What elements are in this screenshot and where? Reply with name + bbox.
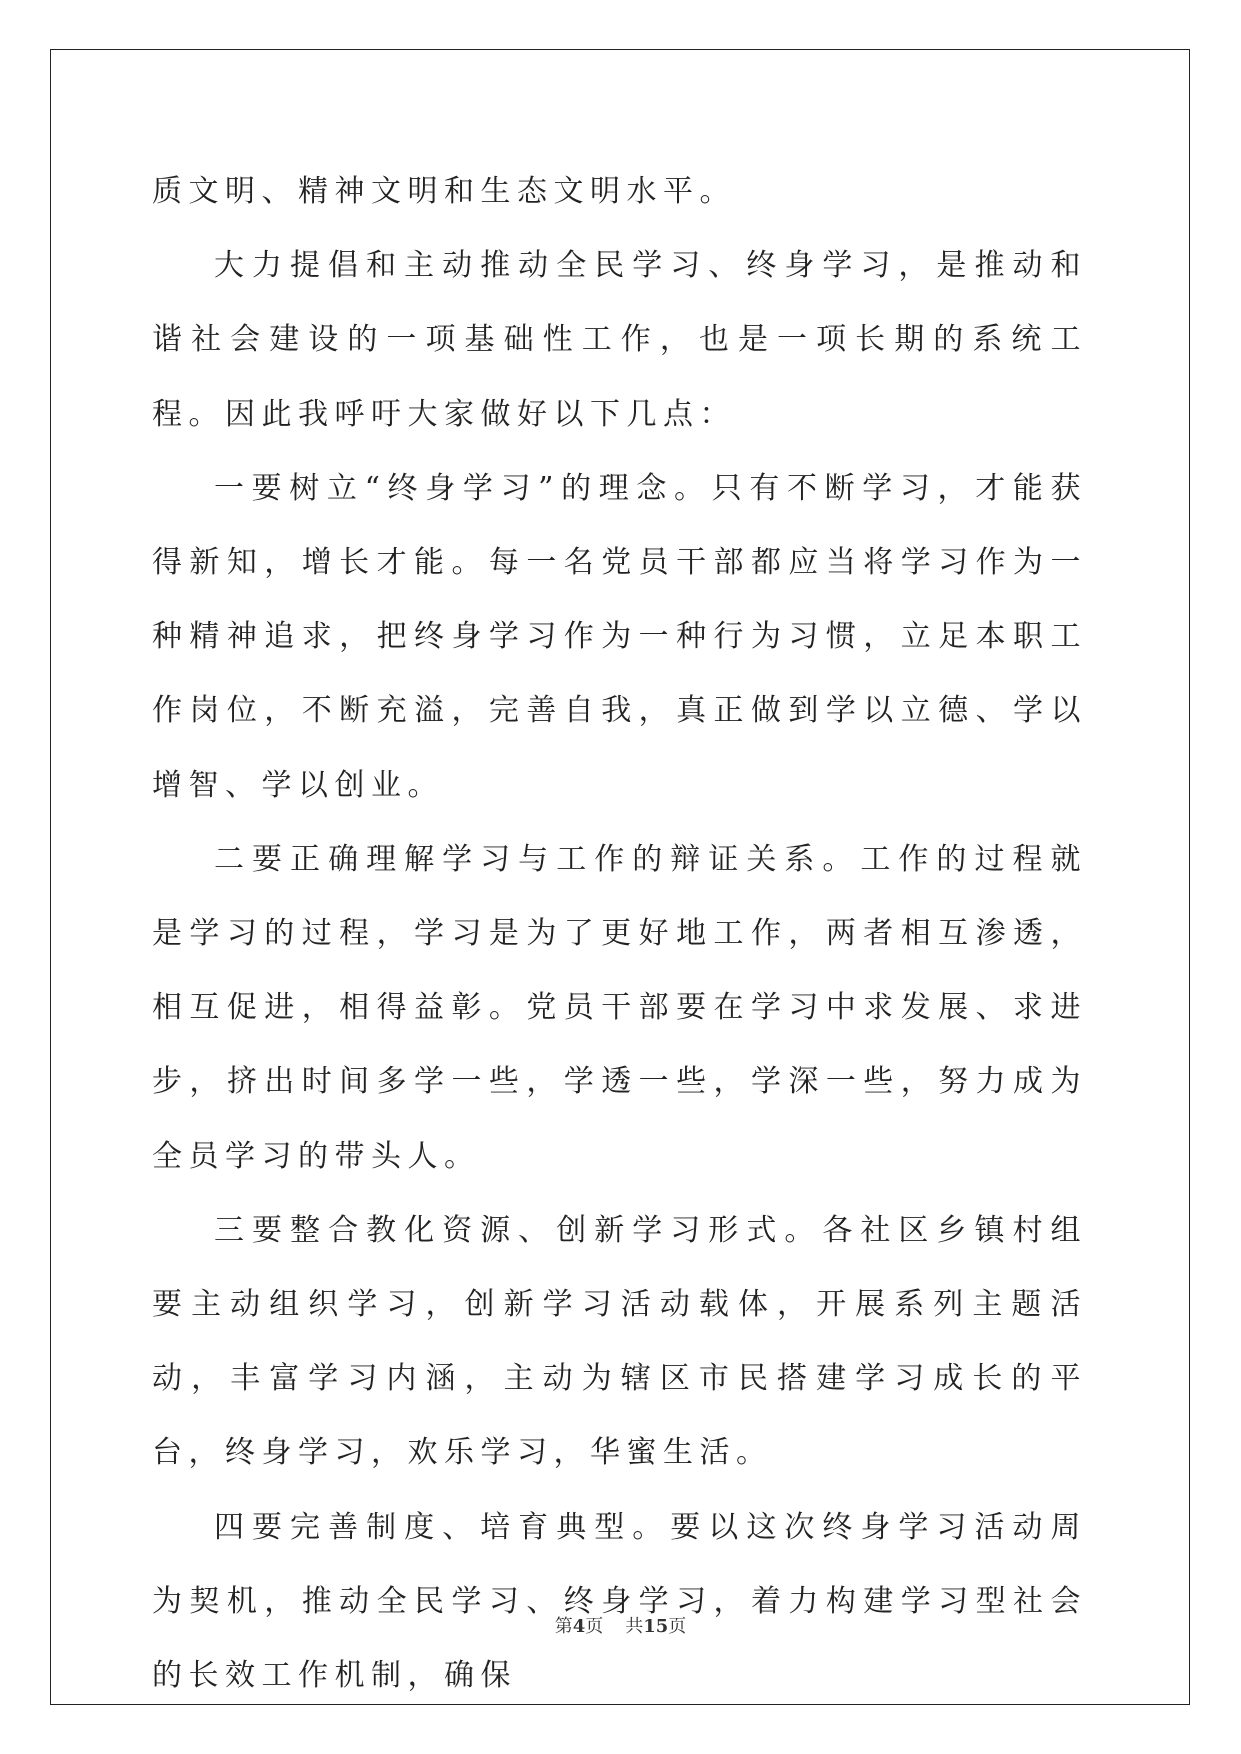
paragraph: 一要树立“终身学习”的理念。只有不断学习，才能获得新知，增长才能。每一名党员干部都应当将学习作为一种精神追求，把终身学习作为一种行为习惯，立足本职工作岗位，不断充溢，完善自我，真正做到学以立德、学以增智、学以创业。	[152, 470, 1087, 803]
paragraph: 三要整合教化资源、创新学习形式。各社区乡镇村组要主动组织学习，创新学习活动载体，开展系列主题活动，丰富学习内涵，主动为辖区市民搭建学习成长的平台，终身学习，欢乐学习，华蜜生活。	[152, 1212, 1087, 1471]
page-number: 4	[572, 1616, 586, 1637]
paragraph-continuation: 质文明、精神文明和生态文明水平。	[152, 174, 736, 209]
total-prefix: 共	[625, 1616, 644, 1637]
document-body	[152, 155, 1087, 1713]
paragraph: 大力提倡和主动推动全民学习、终身学习，是推动和谐社会建设的一项基础性工作，也是一项长期的系统工程。因此我呼吁大家做好以下几点：	[152, 248, 1087, 432]
page-footer	[0, 1612, 1241, 1638]
paragraph: 四要完善制度、培育典型。要以这次终身学习活动周为契机，推动全民学习、终身学习，着力构建学习型社会的长效工作机制，确保	[152, 1509, 1087, 1694]
paragraph: 二要正确理解学习与工作的辩证关系。工作的过程就是学习的过程，学习是为了更好地工作，两者相互渗透，相互促进，相得益彰。党员干部要在学习中求发展、求进步，挤出时间多学一些，学透一些，学深一些，努力成为全员学习的带头人。	[152, 841, 1087, 1174]
total-suffix: 页	[668, 1616, 687, 1637]
page-suffix: 页	[585, 1616, 604, 1637]
page-prefix: 第	[554, 1616, 573, 1637]
total-pages: 15	[643, 1616, 669, 1637]
